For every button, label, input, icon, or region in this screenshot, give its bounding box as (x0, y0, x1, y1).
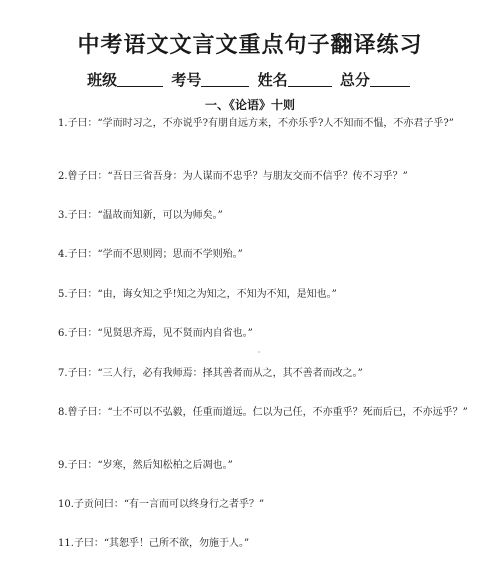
class-label: 班级 (87, 71, 118, 89)
question-item: 1.子曰：“学而时习之，不亦说乎?有朋自远方来，不亦乐乎?人不知而不愠，不亦君子乎?” (58, 118, 454, 129)
class-blank[interactable] (117, 72, 163, 87)
exam-no-label: 考号 (171, 71, 202, 89)
score-label: 总分 (339, 71, 370, 89)
question-item: 11.子曰：“其恕乎！己所不欲，勿施于人。” (58, 538, 250, 549)
question-item: 7.子曰：“三人行，必有我师焉：择其善者而从之，其不善者而改之。” (58, 368, 363, 379)
score-blank[interactable] (370, 72, 410, 87)
name-blank[interactable] (288, 72, 332, 87)
section-title: 一、《论语》十则 (204, 98, 295, 112)
exam-no-blank[interactable] (201, 72, 249, 87)
speck-mark (258, 351, 260, 353)
student-info-row (0, 70, 500, 90)
question-item: 6.子曰：“见贤思齐焉，见不贤而内自省也。” (58, 328, 253, 339)
question-item: 5.子曰：“由，诲女知之乎!知之为知之，不知为不知，是知也。” (58, 289, 337, 300)
question-item: 9.子曰：“岁寒，然后知松柏之后凋也。” (58, 460, 233, 471)
question-item: 3.子曰：“温故而知新，可以为师矣。” (58, 210, 223, 221)
question-item: 2.曾子曰：“吾日三省吾身：为人谋而不忠乎？与朋友交而不信乎？传不习乎？” (58, 171, 408, 182)
question-item: 10.子贡问曰：“有一言而可以终身行之者乎？” (58, 499, 265, 510)
name-label: 姓名 (257, 71, 288, 89)
question-item: 8.曾子曰：“士不可以不弘毅，任重而道远。仁以为己任，不亦重乎？死而后已，不亦远乎？” (58, 407, 468, 418)
page-title: 中考语文文言文重点句子翻译练习 (77, 33, 423, 58)
question-item: 4.子曰：“学而不思则罔；思而不学则殆。” (58, 249, 243, 260)
